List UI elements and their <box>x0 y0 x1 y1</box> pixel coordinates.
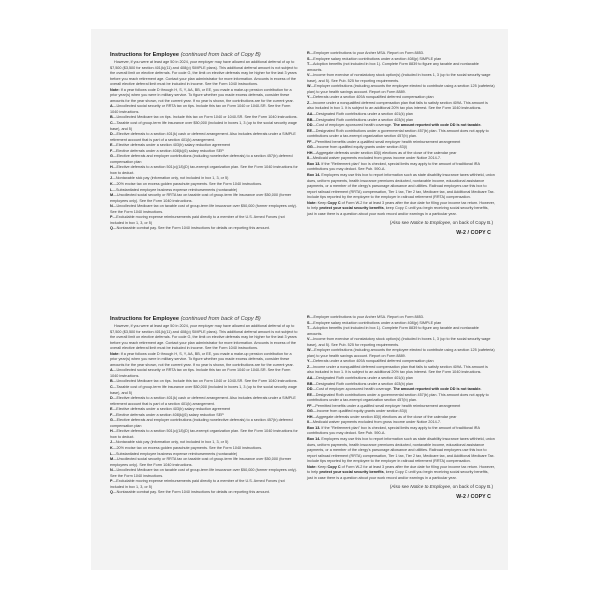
code-letter: II <box>307 156 310 161</box>
form-copy-label: W-2 / COPY C <box>456 230 491 237</box>
code-letter: H <box>110 429 113 434</box>
code-text: Designated Roth contributions under a section 403(b) plan <box>316 117 414 122</box>
also-suffix: on back of Copy B.) <box>452 220 493 226</box>
code-text: Permitted benefits under a qualified small employer health reimbursement arrangement <box>315 403 461 408</box>
code-item-Z <box>307 101 495 112</box>
code-item-P <box>110 215 298 226</box>
dash: — <box>112 479 117 484</box>
code-text: Cost of employer-sponsored health coverage. <box>316 123 393 128</box>
dash: — <box>312 145 317 150</box>
dash: — <box>112 468 117 473</box>
code-letter: Q <box>110 226 113 231</box>
also-prefix: (Also see <box>389 220 409 226</box>
box13-text: If the "Retirement plan" box is checked, special limits may apply to the amount of traditional IRA contributions you may deduct. See Pub. 590-A. <box>307 425 480 436</box>
code-text: Designated Roth contributions under a section 403(b) plan <box>316 381 414 386</box>
right-column <box>307 315 495 501</box>
note-paragraph <box>110 352 298 369</box>
code-item-G <box>110 154 298 165</box>
code-letter: J <box>110 440 113 445</box>
code-letter: F <box>110 148 113 153</box>
code-text: Excludable moving expense reimbursements paid directly to a member of the U.S. Armed Forces (not included in box 1, 3, or 5) <box>110 479 285 489</box>
code-item-H <box>110 429 298 440</box>
code-text: Nontaxable combat pay. See the Form 1040 instructions for details on reporting this amount. <box>116 226 270 231</box>
code-text: Nontaxable combat pay. See the Form 1040 instructions for details on reporting this amount. <box>116 490 270 495</box>
code-text: Uncollected social security or RRTA tax on taxable cost of group-term life insurance over $50,000 (former employees only). See the Form 1040 instructions. <box>110 193 292 203</box>
dash: — <box>309 359 314 364</box>
box14-text: Employers may use this box to report information such as state disability insurance taxes withheld, union dues, uniform payments, health insurance premiums deducted, nontaxable income, educational assistance payments, or a member of the clergy's parsonage allowance and utilities. Railroad employers use this box to report railroad retirement (RRTA) compensation, Tier 1 tax, Tier 2 tax, Medicare tax, and Additional Medicare Tax. Include tips reported by the employee to the employer in railroad retirement (RRTA) compensation. <box>307 437 495 464</box>
code-letter: E <box>110 143 113 148</box>
dash: — <box>309 420 313 425</box>
dash: — <box>112 418 117 423</box>
code-letter: H <box>110 165 113 170</box>
dash: — <box>112 187 117 192</box>
dash: — <box>309 337 314 342</box>
code-item-A <box>110 368 298 379</box>
dash: — <box>309 364 314 369</box>
code-item-EE <box>307 129 495 140</box>
code-item-C <box>110 121 298 132</box>
code-letter: DD <box>307 387 313 392</box>
box13-label: Box 13. <box>307 425 321 430</box>
dash: — <box>113 457 117 462</box>
dash: — <box>312 414 317 419</box>
note-label: Note: <box>307 464 317 469</box>
dash: — <box>112 385 117 390</box>
code-text: Income under a nonqualified deferred compensation plan that fails to satisfy section 409A. This amount is also included in box 1. It is subject to an additional 20% tax plus interest. See the Form 1040 instructions. <box>307 100 488 111</box>
code-text: 20% excise tax on excess golden parachute payments. See the Form 1040 instructions. <box>116 182 263 187</box>
dash: — <box>112 226 117 231</box>
note-label: Note: <box>307 200 317 205</box>
code-letter: S <box>307 320 310 325</box>
title-text: Instructions for Employee <box>110 52 180 58</box>
code-text: Employer contributions to your Archer MSA. Report on Form 8853. <box>313 51 424 55</box>
dash: — <box>312 387 317 392</box>
note-text: Keep <box>317 464 327 469</box>
code-letter: B <box>110 115 113 120</box>
code-text: Elective deferrals and employer contributions (including nonelective deferrals) to a section 457(b) deferred compensation plan <box>110 418 293 428</box>
dash: — <box>113 193 117 198</box>
title-suffix: (continued from back of Copy B) <box>180 52 261 58</box>
code-text: Permitted benefits under a qualified small employer health reimbursement arrangement <box>315 139 461 144</box>
code-text: Employer contributions (including amounts the employee elected to contribute using a section 125 (cafeteria) plan) to your health savings account. Report on Form 8889. <box>307 84 495 94</box>
code-item-T <box>307 326 495 337</box>
dash: — <box>112 176 116 181</box>
code-letter: P <box>110 215 113 220</box>
dash: — <box>312 150 317 155</box>
dash: — <box>309 51 314 55</box>
code-letter: HH <box>307 150 313 155</box>
code-text: Nontaxable sick pay (information only, not included in box 1, 3, or 5) <box>115 440 229 445</box>
code-letter: N <box>110 204 113 209</box>
code-text: Cost of employer-sponsored health coverage. <box>316 387 393 392</box>
code-text: Income from qualified equity grants under section 83(i) <box>316 409 408 414</box>
code-letter: L <box>110 187 113 192</box>
code-text: Excludable moving expense reimbursements paid directly to a member of the U.S. Armed Forces (not included in box 1, 3, or 5) <box>110 215 285 225</box>
code-item-Z <box>307 365 495 376</box>
dash: — <box>309 95 314 100</box>
code-text: Substantiated employee business expense reimbursements (nontaxable) <box>116 187 238 192</box>
also-suffix: on back of Copy B.) <box>452 484 493 490</box>
code-letter: M <box>110 193 114 198</box>
code-bold-note: The amount reported with code DD is not taxable. <box>393 123 482 128</box>
dash: — <box>112 429 117 434</box>
code-item-N <box>110 468 298 479</box>
note-paragraph <box>110 88 298 105</box>
code-item-N <box>110 204 298 215</box>
code-item-W <box>307 84 495 95</box>
title-text: Instructions for Employee <box>110 316 180 322</box>
instructions-copy-bottom <box>91 315 508 575</box>
dash: — <box>112 440 116 445</box>
code-text: Designated Roth contributions under a section 401(k) plan <box>316 112 413 117</box>
note-text: If a year follows code D through H, S, Y, AA, BB, or EE, you made a make-up pension contribution for a prior year(s) when you were in military service. To figure whether you made excess deferrals, consider these amounts for the year shown, not the current year. If no year is shown, the contributions are for the current year. <box>110 351 294 367</box>
code-item-W <box>307 348 495 359</box>
dash: — <box>309 326 314 331</box>
dash: — <box>112 143 117 148</box>
code-text: Employer contributions (including amounts the employee elected to contribute using a section 125 (cafeteria) plan) to your health savings account. Report on Form 8889. <box>307 348 495 358</box>
dash: — <box>112 132 117 137</box>
code-text: Medicaid waiver payments excluded from gross income under Notice 2014-7. <box>312 420 442 425</box>
box13-paragraph <box>307 162 495 173</box>
also-italic: Notice to Employee, <box>410 220 452 226</box>
dash: — <box>112 490 117 495</box>
dash: — <box>112 154 117 159</box>
code-letter: F <box>110 412 113 417</box>
code-letter: K <box>110 182 113 187</box>
dash: — <box>112 412 117 417</box>
dash: — <box>112 368 117 373</box>
code-text: Taxable cost of group-term life insurance over $50,000 (included in boxes 1, 3 (up to the social security wage base), and 5) <box>110 121 297 131</box>
dash: — <box>312 409 317 414</box>
code-letter: HH <box>307 414 313 419</box>
code-text: Income from qualified equity grants under section 83(i) <box>316 145 408 150</box>
code-text: Taxable cost of group-term life insurance over $50,000 (included in boxes 1, 3 (up to the social security wage base), and 5) <box>110 385 297 395</box>
code-letter: AA <box>307 112 313 117</box>
dash: — <box>309 62 314 67</box>
note-protect-benefits: protect your social security benefits <box>319 470 384 475</box>
code-text: Deferrals under a section 409A nonqualified deferred compensation plan <box>313 359 434 364</box>
keep-copy-note <box>307 201 495 218</box>
dash: — <box>309 156 313 161</box>
note-copy-c: Copy C <box>327 200 341 205</box>
code-item-V <box>307 337 495 348</box>
code-text: Uncollected social security or RRTA tax on tips. Include this tax on Form 1040 or 1040-SR. See the Form 1040 instructions. <box>110 368 291 378</box>
form-copy-label: W-2 / COPY C <box>456 494 491 501</box>
intro-paragraph: However, if you were at least age 50 in 2024, your employer may have allowed an additional deferral of up to $7,500 ($3,500 for section 401(k)(11) and 408(p) SIMPLE plans). This additional deferral amount is not subject to the overall limit on elective deferrals. For code G, the limit on elective deferrals may be higher for the last 3 years before you reach retirement age. Contact your plan administrator for more information. Amounts in excess of the overall elective deferral limit must be included in income. See the Form 1040 instructions. <box>110 60 298 87</box>
dash: — <box>112 215 117 220</box>
code-letter: K <box>110 446 113 451</box>
code-text: Uncollected Medicare tax on tips. Include this tax on Form 1040 or 1040-SR. See the Form 1040 instructions. <box>116 379 298 384</box>
dash: — <box>112 396 117 401</box>
code-letter: V <box>307 73 310 78</box>
code-text: Employer contributions to your Archer MSA. Report on Form 8853. <box>313 315 424 319</box>
keep-copy-note <box>307 465 495 482</box>
intro-paragraph: However, if you were at least age 50 in 2024, your employer may have allowed an additional deferral of up to $7,500 ($3,500 for section 401(k)(11) and 408(p) SIMPLE plans). This additional deferral amount is not subject to the overall limit on elective deferrals. For code G, the limit on elective deferrals may be higher for the last 3 years before you reach retirement age. Contact your plan administrator for more information. Amounts in excess of the overall elective deferral limit must be included in income. See the Form 1040 instructions. <box>110 324 298 351</box>
code-letter: Z <box>307 100 310 105</box>
code-text: Uncollected Medicare tax on taxable cost of group-term life insurance over $50,000 (former employees only). See the Form 1040 instructions. <box>110 204 297 214</box>
dash: — <box>312 123 317 128</box>
dash: — <box>112 115 117 120</box>
code-letter: B <box>110 379 113 384</box>
code-text: 20% excise tax on excess golden parachute payments. See the Form 1040 instructions. <box>116 446 263 451</box>
box14-label: Box 14. <box>307 173 321 178</box>
box14-paragraph <box>307 437 495 465</box>
code-item-D <box>110 396 298 407</box>
dash: — <box>311 403 316 408</box>
code-text: Elective deferrals to a section 501(c)(18)(D) tax-exempt organization plan. See the Form 1040 instructions for how to deduct. <box>110 165 298 175</box>
dash: — <box>112 104 117 109</box>
code-text: Aggregate deferrals under section 83(i) elections as of the close of the calendar year <box>316 150 457 155</box>
code-letter: BB <box>307 117 313 122</box>
code-letter: G <box>110 418 113 423</box>
dash: — <box>112 165 117 170</box>
section-title <box>110 51 298 59</box>
right-column <box>307 51 495 237</box>
note-text: of Form W-2 for at least 3 years after the due date for filing your income tax return. However, to help <box>307 464 495 475</box>
code-letter: M <box>110 457 114 462</box>
code-item-H <box>110 165 298 176</box>
box13-paragraph <box>307 426 495 437</box>
note-copy-c: Copy C <box>327 464 341 469</box>
code-item-P <box>110 479 298 490</box>
dash: — <box>112 121 117 126</box>
box13-label: Box 13. <box>307 161 321 166</box>
dash: — <box>112 446 117 451</box>
code-letter: Y <box>307 359 310 364</box>
box14-paragraph <box>307 173 495 201</box>
box13-text: If the "Retirement plan" box is checked, special limits may apply to the amount of traditional IRA contributions you may deduct. See Pub. 590-A. <box>307 161 480 172</box>
code-letter: Q <box>110 490 113 495</box>
code-letter: Z <box>307 364 310 369</box>
box14-label: Box 14. <box>307 437 321 442</box>
code-text: Elective deferrals under a section 403(b) salary reduction agreement <box>116 143 231 148</box>
dash: — <box>312 376 317 381</box>
box14-text: Employers may use this box to report information such as state disability insurance taxes withheld, union dues, uniform payments, health insurance premiums deducted, nontaxable income, educational assistance payments, or a member of the clergy's parsonage allowance and utilities. Railroad employers use this box to report railroad retirement (RRTA) compensation, Tier 1 tax, Tier 2 tax, Medicare tax, and Additional Medicare Tax. Include tips reported by the employee to the employer in railroad retirement (RRTA) compensation. <box>307 173 495 200</box>
code-letter: BB <box>307 381 313 386</box>
code-text: Income under a nonqualified deferred compensation plan that fails to satisfy section 409A. This amount is also included in box 1. It is subject to an additional 20% tax plus interest. See the Form 1040 instructions. <box>307 364 488 375</box>
note-label: Note: <box>110 87 120 92</box>
code-text: Nontaxable sick pay (information only, not included in box 1, 3, or 5) <box>115 176 229 181</box>
code-text: Uncollected Medicare tax on tips. Include this tax on Form 1040 or 1040-SR. See the Form 1040 instructions. <box>116 115 298 120</box>
code-letter: C <box>110 385 113 390</box>
left-column <box>110 315 298 496</box>
note-label: Note: <box>110 351 120 356</box>
code-item-V <box>307 73 495 84</box>
dash: — <box>309 100 314 105</box>
code-text: Income from exercise of nonstatutory stock option(s) (included in boxes 1, 3 (up to the social security wage base), and 5). See Pub. 525 for reporting requirements. <box>307 337 491 347</box>
code-letter: P <box>110 479 113 484</box>
code-text: Designated Roth contributions under a governmental section 457(b) plan. This amount does not apply to contributions under a tax-exempt organization section 457(b) plan. <box>307 392 489 403</box>
code-text: Elective deferrals under a section 408(k)(6) salary reduction SEP <box>116 412 224 417</box>
code-letter: W <box>307 348 311 353</box>
dash: — <box>310 348 315 353</box>
dash: — <box>309 315 314 319</box>
code-bold-note: The amount reported with code DD is not taxable. <box>393 387 482 392</box>
code-letter: R <box>307 315 310 319</box>
note-text: If a year follows code D through H, S, Y, AA, BB, or EE, you made a make-up pension contribution for a prior year(s) when you were in military service. To figure whether you made excess deferrals, consider these amounts for the year shown, not the current year. If no year is shown, the contributions are for the current year. <box>110 87 294 103</box>
code-letter: FF <box>307 139 312 144</box>
dash: — <box>112 182 117 187</box>
code-text: Elective deferrals to a section 501(c)(18)(D) tax-exempt organization plan. See the Form 1040 instructions for how to deduct. <box>110 429 298 439</box>
code-letter: AA <box>307 376 313 381</box>
code-item-T <box>307 62 495 73</box>
dash: — <box>309 73 314 78</box>
code-text: Aggregate deferrals under section 83(i) elections as of the close of the calendar year <box>316 414 457 419</box>
instruction-sheet <box>91 29 508 570</box>
code-letter: II <box>307 420 310 425</box>
code-letter: EE <box>307 128 313 133</box>
dash: — <box>312 112 317 117</box>
dash: — <box>312 392 316 397</box>
dash: — <box>312 128 316 133</box>
note-text: , keep Copy C until you begin receiving social security benefits, just in case there is a question about your work record and/or earnings in a particular year. <box>307 470 489 480</box>
code-letter: R <box>307 51 310 55</box>
code-letter: FF <box>307 403 312 408</box>
code-letter: T <box>307 62 310 67</box>
code-letter: J <box>110 176 113 181</box>
code-letter: A <box>110 368 113 373</box>
section-title <box>110 315 298 323</box>
code-text: Deferrals under a section 409A nonqualified deferred compensation plan <box>313 95 434 100</box>
code-item-EE <box>307 393 495 404</box>
also-prefix: (Also see <box>389 484 409 490</box>
code-item-Q <box>110 226 298 232</box>
code-letter: C <box>110 121 113 126</box>
also-see-note <box>307 219 495 226</box>
dash: — <box>312 381 317 386</box>
code-text: Elective deferrals under a section 403(b) salary reduction agreement <box>116 407 231 412</box>
code-item-Q <box>110 490 298 496</box>
dash: — <box>310 84 315 89</box>
code-text: Adoption benefits (not included in box 1). Complete Form 8839 to figure any taxable and nontaxable amounts. <box>307 326 479 336</box>
code-text: Adoption benefits (not included in box 1). Complete Form 8839 to figure any taxable and nontaxable amounts. <box>307 62 479 72</box>
code-item-C <box>110 385 298 396</box>
code-text: Elective deferrals to a section 401(k) cash or deferred arrangement. Also includes deferrals under a SIMPLE retirement account that is part of a section 401(k) arrangement. <box>110 132 296 142</box>
code-letter: EE <box>307 392 313 397</box>
dash: — <box>309 320 314 325</box>
note-protect-benefits: protect your social security benefits <box>319 206 384 211</box>
dash: — <box>112 451 117 456</box>
code-text: Income from exercise of nonstatutory stock option(s) (included in boxes 1, 3 (up to the social security wage base), and 5). See Pub. 525 for reporting requirements. <box>307 73 491 83</box>
code-text: Designated Roth contributions under a governmental section 457(b) plan. This amount does not apply to contributions under a tax-exempt organization section 457(b) plan. <box>307 128 489 139</box>
code-text: Employee salary reduction contributions under a section 408(p) SIMPLE plan <box>313 320 442 325</box>
code-letter: GG <box>307 409 313 414</box>
code-text: Elective deferrals and employer contributions (including nonelective deferrals) to a section 457(b) deferred compensation plan <box>110 154 293 164</box>
code-letter: V <box>307 337 310 342</box>
code-text: Uncollected social security or RRTA tax on tips. Include this tax on Form 1040 or 1040-SR. See the Form 1040 instructions. <box>110 104 291 114</box>
title-suffix: (continued from back of Copy B) <box>180 316 261 322</box>
code-text: Employee salary reduction contributions under a section 408(p) SIMPLE plan <box>313 56 442 61</box>
code-text: Uncollected social security or RRTA tax on taxable cost of group-term life insurance over $50,000 (former employees only). See the Form 1040 instructions. <box>110 457 292 467</box>
code-item-G <box>110 418 298 429</box>
code-text: Designated Roth contributions under a section 401(k) plan <box>316 376 413 381</box>
code-letter: N <box>110 468 113 473</box>
note-text: of Form W-2 for at least 3 years after the due date for filing your income tax return. However, to help <box>307 200 495 211</box>
code-letter: T <box>307 326 310 331</box>
note-text: , keep Copy C until you begin receiving social security benefits, just in case there is a question about your work record and/or earnings in a particular year. <box>307 206 489 216</box>
note-text: Keep <box>317 200 327 205</box>
code-letter: W <box>307 84 311 89</box>
also-see-note <box>307 483 495 490</box>
dash: — <box>112 407 117 412</box>
code-letter: D <box>110 132 113 137</box>
code-letter: A <box>110 104 113 109</box>
code-letter: E <box>110 407 113 412</box>
dash: — <box>112 204 117 209</box>
code-text: Elective deferrals under a section 408(k)(6) salary reduction SEP <box>116 148 224 153</box>
code-text: Uncollected Medicare tax on taxable cost of group-term life insurance over $50,000 (former employees only). See the Form 1040 instructions. <box>110 468 297 478</box>
code-item-M <box>110 457 298 468</box>
code-item-A <box>110 104 298 115</box>
code-text: Elective deferrals to a section 401(k) cash or deferred arrangement. Also includes deferrals under a SIMPLE retirement account that is part of a section 401(k) arrangement. <box>110 396 296 406</box>
code-text: Substantiated employee business expense reimbursements (nontaxable) <box>116 451 238 456</box>
code-item-M <box>110 193 298 204</box>
left-column <box>110 51 298 232</box>
dash: — <box>309 56 314 61</box>
code-item-D <box>110 132 298 143</box>
code-letter: S <box>307 56 310 61</box>
also-italic: Notice to Employee, <box>410 484 452 490</box>
code-letter: DD <box>307 123 313 128</box>
code-letter: Y <box>307 95 310 100</box>
dash: — <box>312 117 317 122</box>
dash: — <box>112 148 117 153</box>
dash: — <box>112 379 117 384</box>
code-letter: D <box>110 396 113 401</box>
code-letter: L <box>110 451 113 456</box>
code-letter: G <box>110 154 113 159</box>
code-text: Medicaid waiver payments excluded from gross income under Notice 2014-7. <box>312 156 442 161</box>
dash: — <box>311 139 316 144</box>
instructions-copy-top <box>91 51 508 311</box>
code-letter: GG <box>307 145 313 150</box>
